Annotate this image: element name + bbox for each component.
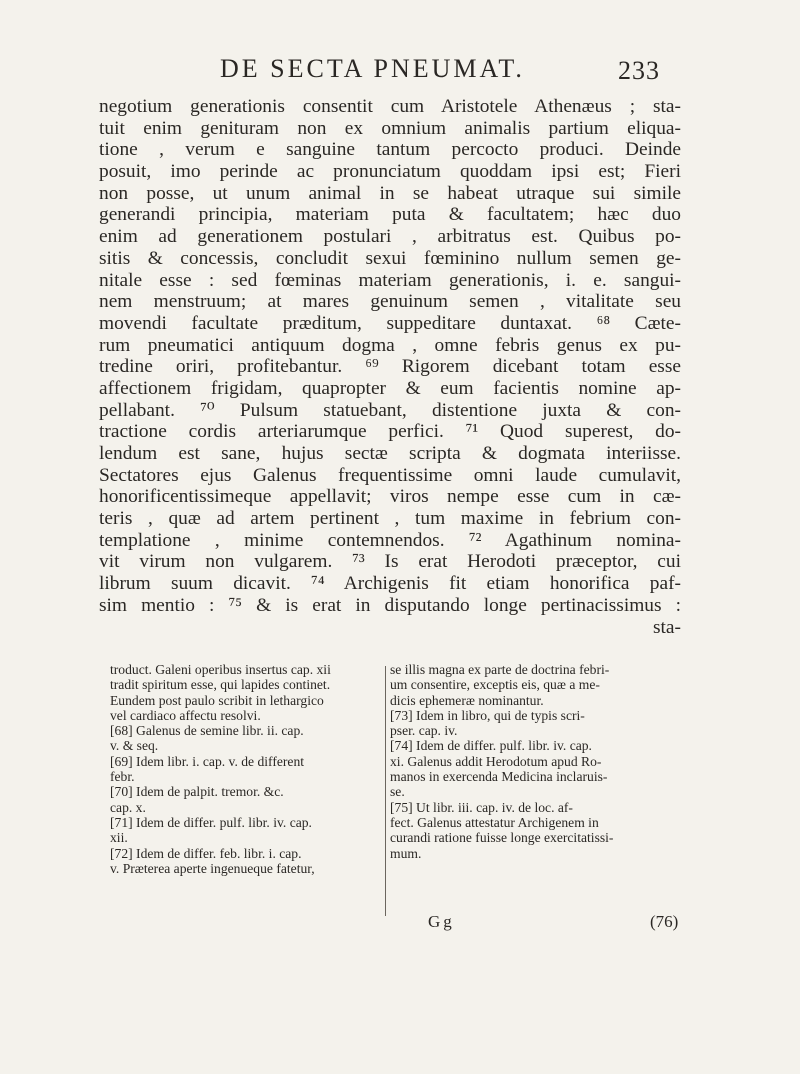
footnote-line: troduct. Galeni operibus insertus cap. xii xyxy=(110,662,331,677)
text-line: negotium generationis consentit cum Aristotele Athenæus ; sta- xyxy=(99,96,681,117)
page-number: 233 xyxy=(618,56,660,85)
text-line: rum pneumatici antiquum dogma , omne febris genus ex pu- xyxy=(99,334,681,356)
footnote-line: fect. Galenus attestatur Archigenem in xyxy=(390,814,599,830)
footnotes xyxy=(110,662,686,922)
text-line: generandi principia, materiam puta & facultatem; hæc duo xyxy=(99,204,681,226)
footnote-line: febr. xyxy=(110,769,135,785)
column-divider xyxy=(385,666,386,916)
folio-mark: (76) xyxy=(650,912,679,931)
footnote-line: [69] Idem libr. i. cap. v. de different xyxy=(110,753,305,769)
text-line: sitis & concessis, concludit sexui fœminino nullum semen ge- xyxy=(99,247,681,269)
running-head xyxy=(0,54,800,88)
footnote-line: manos in exercenda Medicina inclaruis- xyxy=(390,769,608,785)
text-line: movendi facultate præditum, suppeditare duntaxat. ⁶⁸ Cæte- xyxy=(99,312,681,334)
text-line: templatione , minime contemnendos. ⁷² Agathinum nomina- xyxy=(99,529,681,551)
footnote-line: um consentire, exceptis eis, quæ a me- xyxy=(390,677,600,693)
text-line: tractione cordis arteriarumque perfici. ⁷¹ Quod superest, do- xyxy=(99,421,681,443)
text-line: tione , verum e sanguine tantum percocto produci. Deinde xyxy=(99,139,681,161)
footnote-line: pser. cap. iv. xyxy=(390,723,458,739)
footnote-line: se illis magna ex parte de doctrina febri- xyxy=(390,662,610,677)
footnote-line: vel cardiaco affectu resolvi. xyxy=(110,707,261,723)
footnote-line: tradit spiritum esse, qui lapides continet. xyxy=(110,677,331,693)
text-line: non posse, ut unum animal in se habeat utraque sui simile xyxy=(99,182,681,204)
running-head-title: DE SECTA PNEUMAT. xyxy=(220,54,525,83)
text-line: enim ad generationem postulari , arbitratus est. Quibus po- xyxy=(99,226,681,248)
catchword: sta- xyxy=(653,616,681,638)
footnotes-left-column xyxy=(110,662,382,876)
main-text-block xyxy=(99,96,681,638)
footnote-line: dicis ephemeræ nominantur. xyxy=(390,692,544,708)
text-line: tuit enim genituram non ex omnium animalis partium eliqua- xyxy=(99,117,681,139)
text-line: sim mentio : ⁷⁵ & is erat in disputando longe pertinacissimus : xyxy=(99,594,681,616)
footnote-line: xi. Galenus addit Herodotum apud Ro- xyxy=(390,753,602,769)
text-line: teris , quæ ad artem pertinent , tum maxime in febrium con- xyxy=(99,508,681,530)
text-line: librum suum dicavit. ⁷⁴ Archigenis fit etiam honorifica paf- xyxy=(99,573,681,595)
footnote-line: cap. x. xyxy=(110,799,146,815)
text-line: nem menstruum; at mares genuinum semen , vitalitate seu xyxy=(99,291,681,313)
footnote-line: [71] Idem de differ. pulf. libr. iv. cap. xyxy=(110,814,312,830)
text-line: affectionem frigidam, quapropter & eum facientis nomine ap- xyxy=(99,377,681,399)
footnote-line: [72] Idem de differ. feb. libr. i. cap. xyxy=(110,845,302,861)
footnote-line: [70] Idem de palpit. tremor. &c. xyxy=(110,784,284,800)
text-line: honorificentissimeque appellavit; viros nempe esse cum in cæ- xyxy=(99,486,681,508)
text-line: Sectatores ejus Galenus frequentissime omni laude cumulavit, xyxy=(99,464,681,486)
footnote-line: curandi ratione fuisse longe exercitatissi- xyxy=(390,830,614,846)
footnote-line: [75] Ut libr. iii. cap. iv. de loc. af- xyxy=(390,799,573,815)
text-line: nitale esse : sed fœminas materiam generationis, i. e. sangui- xyxy=(99,269,681,291)
text-line: pellabant. ⁷⁰ Pulsum statuebant, distentione juxta & con- xyxy=(99,399,681,421)
signature-mark: Gg xyxy=(428,912,455,931)
footnotes-right-column xyxy=(390,662,686,861)
footnote-line: [73] Idem in libro, qui de typis scri- xyxy=(390,707,585,723)
footnote-line: Eundem post paulo scribit in lethargico xyxy=(110,692,324,708)
footnote-line: mum. xyxy=(390,845,422,861)
footnote-line: [68] Galenus de semine libr. ii. cap. xyxy=(110,723,304,739)
text-line: posuit, imo perinde ac pronunciatum quoddam ipsi est; Fieri xyxy=(99,161,681,183)
text-line: lendum est sane, hujus sectæ scripta & dogmata interiisse. xyxy=(99,443,681,464)
footnote-line: se. xyxy=(390,784,405,800)
text-line: tredine oriri, profitebantur. ⁶⁹ Rigorem dicebant totam esse xyxy=(99,356,681,378)
footnote-line: [74] Idem de differ. pulf. libr. iv. cap. xyxy=(390,738,592,754)
footnote-line: v. Præterea aperte ingenueque fatetur, xyxy=(110,860,315,876)
text-line: vit virum non vulgarem. ⁷³ Is erat Herodoti præceptor, cui xyxy=(99,551,681,573)
footnote-line: v. & seq. xyxy=(110,738,159,754)
footnote-line: xii. xyxy=(110,830,128,846)
